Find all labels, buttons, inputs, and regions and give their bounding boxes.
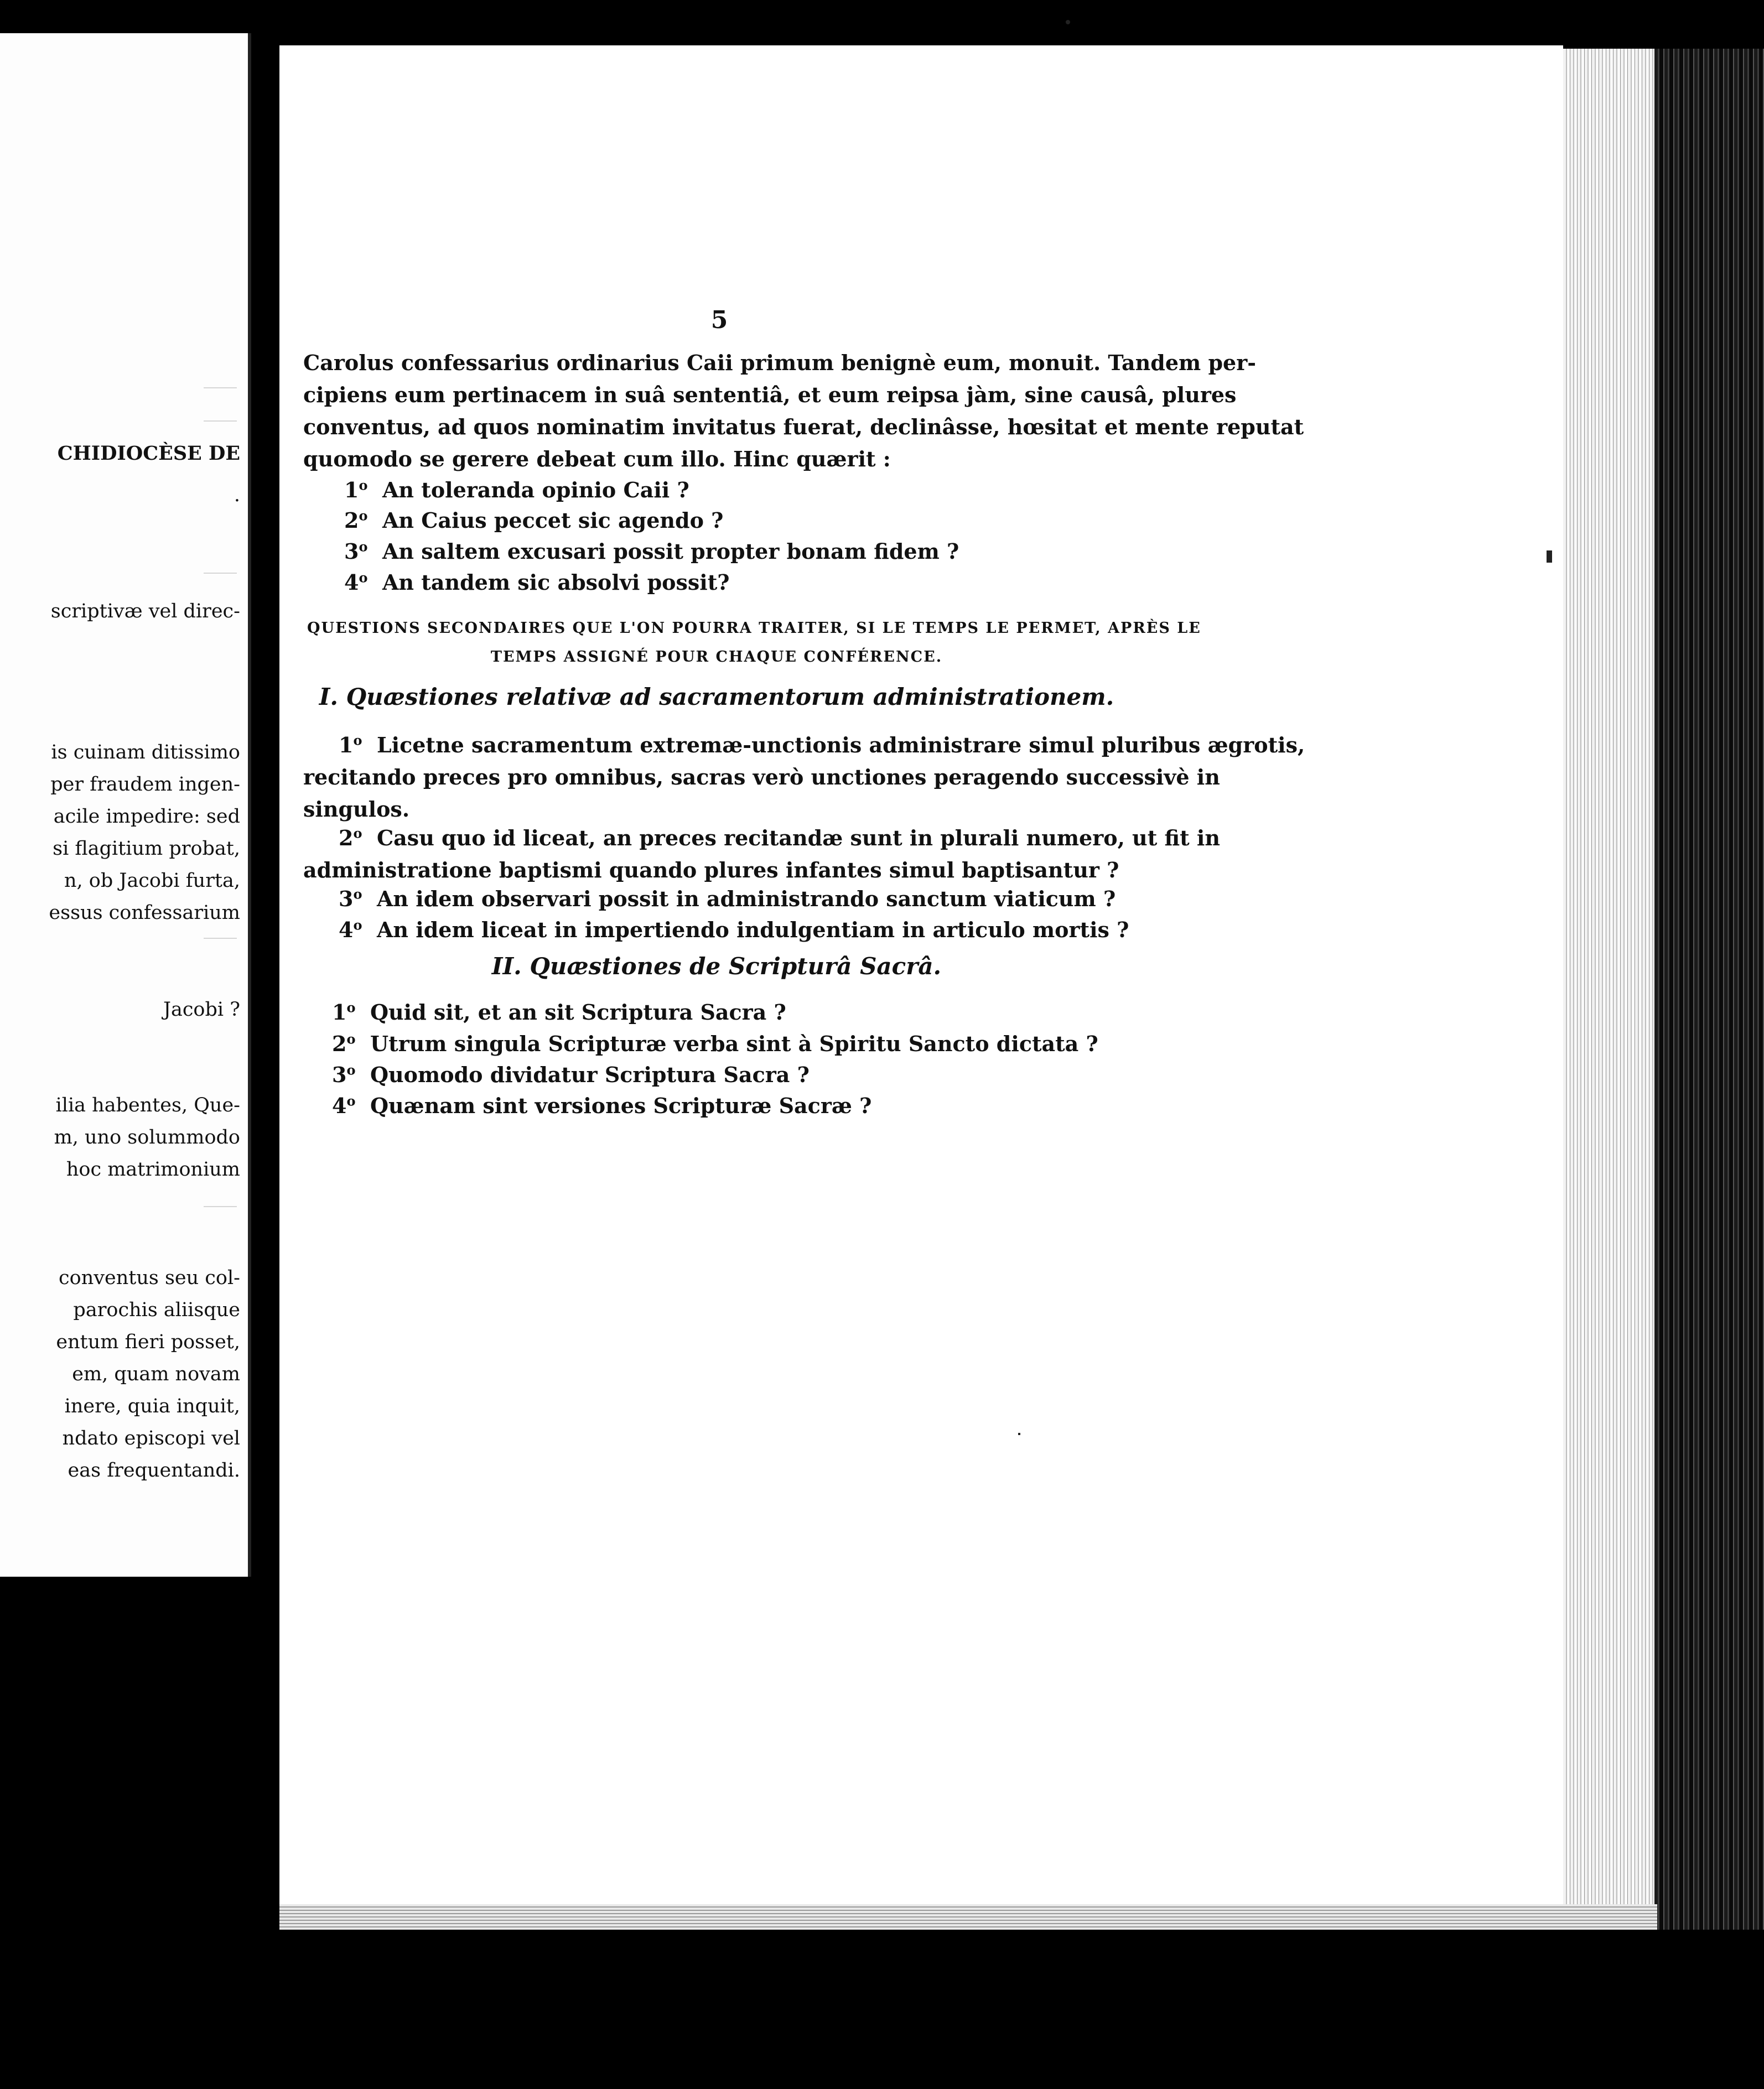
text-line: conventus, ad quos nominatim invitatus fuerat, declinâsse, hœsitat et mente reputat [303,414,1304,439]
question-item: 2$^o$ Utrum singula Scripturæ verba sint à Spiritu Sancto dictata ? [332,1031,1098,1056]
left-line: n, ob Jacobi furta, [64,870,240,892]
bleed-through [204,420,237,422]
text-line: Carolus confessarius ordinarius Caii primum benignè eum, monuit. Tandem per- [303,350,1257,375]
intro-paragraph [303,347,1304,475]
secondary-heading: TEMPS ASSIGNÉ POUR CHAQUE CONFÉRENCE. [490,648,943,666]
left-line: essus confessarium [49,902,240,924]
page-edges [1563,49,1657,1930]
left-line: inere, quia inquit, [64,1395,240,1417]
left-line: per fraudem ingen- [50,773,240,796]
bleed-through [204,938,237,939]
bleed-through [204,387,237,388]
left-line: Jacobi ? [163,999,240,1021]
text-line: singulos. [303,797,410,822]
question-item: 1$^o$ An toleranda opinio Caii ? [344,477,689,502]
left-line: eas frequentandi. [68,1459,240,1482]
question-item: 4$^o$ An idem liceat in impertiendo indulgentiam in articulo mortis ? [339,917,1129,942]
question-item: 4$^o$ Quænam sint versiones Scripturæ Sacræ ? [332,1093,872,1118]
question-item: 4$^o$ An tandem sic absolvi possit? [344,569,730,595]
left-line: is cuinam ditissimo [51,741,240,763]
left-line: ilia habentes, Que- [55,1094,240,1116]
previous-page [0,33,251,1577]
book-edge [1654,49,1764,1930]
left-line: hoc matrimonium [66,1158,240,1181]
text-line: recitando preces pro omnibus, sacras verò unctiones peragendo successivè in [303,765,1220,789]
bleed-through [204,1206,237,1207]
text-line: 2$^o$ Casu quo id liceat, an preces recitandæ sunt in plurali numero, ut fit in [339,825,1220,850]
left-line: CHIDIOCÈSE DE [57,442,240,465]
left-line: parochis aliisque [73,1299,240,1321]
secondary-heading: QUESTIONS SECONDAIRES QUE L'ON POURRA TRAITER, SI LE TEMPS LE PERMET, APRÈS LE [307,620,1201,637]
left-line: ndato episcopi vel [62,1427,240,1449]
left-line: acile impedire: sed [53,806,240,828]
question-item: 2$^o$ An Caius peccet sic agendo ? [344,507,724,533]
page-number: 5 [710,306,728,334]
question-item: 1$^o$ Quid sit, et an sit Scriptura Sacra ? [332,999,786,1025]
text-line: administratione baptismi quando plures infantes simul baptisantur ? [303,858,1119,882]
speck [1018,1433,1020,1435]
section-paragraph [303,822,1220,886]
question-item: 3$^o$ An saltem excusari possit propter bonam fidem ? [344,538,959,564]
question-item: 3$^o$ Quomodo dividatur Scriptura Sacra ? [332,1062,810,1087]
left-line: entum fieri posset, [56,1331,240,1353]
left-line: conventus seu col- [59,1267,240,1289]
question-item: 3$^o$ An idem observari possit in administrando sanctum viaticum ? [339,886,1116,911]
page-bottom-edges [279,1904,1657,1930]
left-line: . [234,484,240,506]
speck [1066,20,1070,24]
left-line: si flagitium probat, [53,838,240,860]
left-line: scriptivæ vel direc- [50,600,240,622]
bleed-through [204,573,237,574]
left-line: em, quam novam [72,1363,240,1385]
section-paragraph [303,729,1305,825]
text-line: cipiens eum pertinacem in suâ sententiâ, et eum reipsa jàm, sine causâ, plures [303,382,1237,407]
text-line: 1$^o$ Licetne sacramentum extremæ-unctionis administrare simul pluribus ægrotis, [339,732,1305,757]
section-title: II. Quæstiones de Scripturâ Sacrâ. [491,953,942,980]
left-line: m, uno solummodo [54,1126,240,1149]
section-title: I. Quæstiones relativæ ad sacramentorum administrationem. [319,683,1114,710]
speck [1547,550,1552,563]
text-line: quomodo se gerere debeat cum illo. Hinc quærit : [303,446,891,471]
